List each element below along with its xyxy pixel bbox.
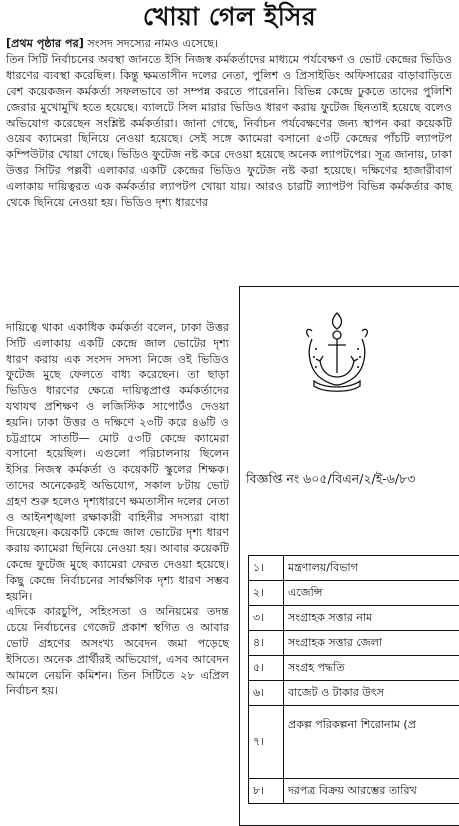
anchor-emblem-icon <box>300 309 374 395</box>
row-label: সংগ্রহ পদ্ধতি <box>284 656 459 681</box>
article-paragraph: এদিকে কারচুপি, সহিংসতা ও অনিয়মের তদন্ত চেয়ে নির্বাচনের গেজেট প্রকাশ স্থগিত ও আবার ভোট গ্রহণের অসংখ্য অবেদন জমা পড়েছে ইসিতে। অনেক প্রার্থীরই অভিযোগ, এসব আবেদন আমলে নেয়নি কমিশন। তিন সিটিতে ২৮ এপ্রিল নির্বাচন হয়। <box>6 604 229 699</box>
tender-table-row <box>249 631 459 656</box>
intro-text: সংসদ সদস্যের নামও এসেছে। <box>84 37 218 50</box>
tender-table <box>248 555 459 804</box>
tender-table-row <box>249 681 459 706</box>
row-label: সংগ্রাহক সত্তার জেলা <box>284 631 459 656</box>
tender-table-row <box>249 779 459 804</box>
article-paragraph: দায়িত্বে থাকা একাধিক কর্মকর্তা বলেন, ঢাকা উত্তর সিটি এলাকায় একটি কেন্দ্রে জাল ভোটের দৃশ্য ধারণ করায় এক সংসদ সদস্য নিজে ওই ভিডিও ফুটেজ মুছে ফেলতে বাধ্য করেছেন। তা ছাড়া ভিডিও ধারণের ক্ষেত্রে দায়িত্বপ্রাপ্ত কর্মকর্তাদের যথাযথ প্রশিক্ষণ ও লজিস্টিক সাপোর্টও দেওয়া হয়নি। ঢাকা উত্তর ও দক্ষিণে ২৩টি করে ৪৬টি ও চট্টগ্রামে সাতটি— মোট ৫৩টি কেন্দ্রে ক্যামেরা বসানো হয়েছিল। এগুলো পরিচালনায় ছিলেন ইসির নিজস্ব কর্মকর্তা ও কয়েকটি স্কুলের শিক্ষক। তাদের অনেকেরই অভিযোগ, সকাল ৮টায় ভোট গ্রহণ শুরু হলেও দৃশ্যধারণে ক্ষমতাসীন দলের নেতা ও আইনশৃঙ্খলা রক্ষাকারী বাহিনীর সদস্যরা বাধা দিয়েছেন। কয়েকটি কেন্দ্রে জাল ভোটের দৃশ্য ধারণ করায় ক্যামেরা ছিনিয়ে নেওয়া হয়। আবার কয়েকটি কেন্দ্রে ফুটেজ মুছে ক্যামেরা ফেরত দেওয়া হয়েছে। কিছু কেন্দ্রে নির্বাচনের সার্বক্ষণিক দৃশ্য ধারণ সম্ভব হয়নি। <box>6 320 229 604</box>
tender-table-row <box>249 581 459 606</box>
row-number: ৬। <box>249 681 284 706</box>
row-number: ৪। <box>249 631 284 656</box>
headline: খোয়া গেল ইসির <box>0 0 459 34</box>
tender-advertisement <box>239 286 459 826</box>
row-number: ১। <box>249 556 284 581</box>
article-paragraph: তিন সিটি নির্বাচনের অবস্থা জানতে ইসি নিজস্ব কর্মকর্তাদের মাধ্যমে পর্যবেক্ষণ ও ভোট কেন্দ্রের ভিডিও ধারণের ব্যবস্থা করেছিল। কিন্তু ক্ষমতাসীন দলের নেতা, পুলিশ ও প্রিসাইডিং অফিসারের বাড়াবাড়িতে বেশ কয়েকজন কর্মকর্তা সফলভাবে তা সম্পন্ন করতে পারেননি। বিভিন্ন কেন্দ্রে ঢুকতে তাদের পুলিশি জেরার মুখোমুখি হতে হয়েছে। ব্যালটে সিল মারার ভিডিও ধারণ করায় ফুটেজ ছিনতাই হয়েছে বলেও অভিযোগ করেছেন সংশ্লিষ্ট কর্মকর্তারা। জানা গেছে, নির্বাচন পর্যবেক্ষণের জন্য স্থাপন করা কয়েকটি ওয়েব ক্যামেরা ছিনিয়ে নেওয়া হয়েছে। সেই সঙ্গে ক্যামেরা বসানো ৫৩টি কেন্দ্রের পাঁচটি ল্যাপটপ কম্পিউটার খোয়া গেছে। ভিডিও ফুটেজ নষ্ট করে দেওয়া হয়েছে অনেক ল্যাপটপের। সূত্র জানায়, ঢাকা উত্তর সিটির পল্লবী এলাকার একটি কেন্দ্রের ভিডিও ফুটেজ নষ্ট করা হয়েছে। দক্ষিণের হাজারীবাগ এলাকায় দায়িত্বরত এক কর্মকর্তার ল্যাপটপ খোয়া যায়। আরও চারটি ল্যাপটপ বিভিন্ন কর্মকর্তার কাছ থেকে ছিনিয়ে নেওয়া হয়। ভিডিও দৃশ্য ধারণের <box>6 52 452 211</box>
row-label: দরপত্র বিক্রয় আরম্ভের তারিখ <box>284 779 459 804</box>
row-label: প্রকল্প পরিকল্পনা শিরোনাম (প্র <box>284 706 459 779</box>
row-label: বাজেট ও টাকার উৎস <box>284 681 459 706</box>
tender-table-row <box>249 706 459 779</box>
article-paragraph <box>6 36 452 52</box>
row-number: ২। <box>249 581 284 606</box>
continuation-tag: [প্রথম পৃষ্ঠার পর] <box>6 37 84 50</box>
row-label: এজেন্সি <box>284 581 459 606</box>
tender-table-row <box>249 556 459 581</box>
row-number: ৫। <box>249 656 284 681</box>
notice-reference: বিজ্ঞপ্তি নং ৬০৫/বিএন/২/ই-৬/৮৩ <box>246 471 459 491</box>
row-number: ৩। <box>249 606 284 631</box>
row-label: সংগ্রাহক সত্তার নাম <box>284 606 459 631</box>
row-label: মন্ত্রণালয়/বিভাগ <box>284 556 459 581</box>
tender-table-row <box>249 606 459 631</box>
row-number: ৮। <box>249 779 284 804</box>
article-column-left <box>6 320 229 699</box>
row-number: ৭। <box>249 706 284 779</box>
tender-table-row <box>249 656 459 681</box>
article-body-top <box>6 36 452 211</box>
